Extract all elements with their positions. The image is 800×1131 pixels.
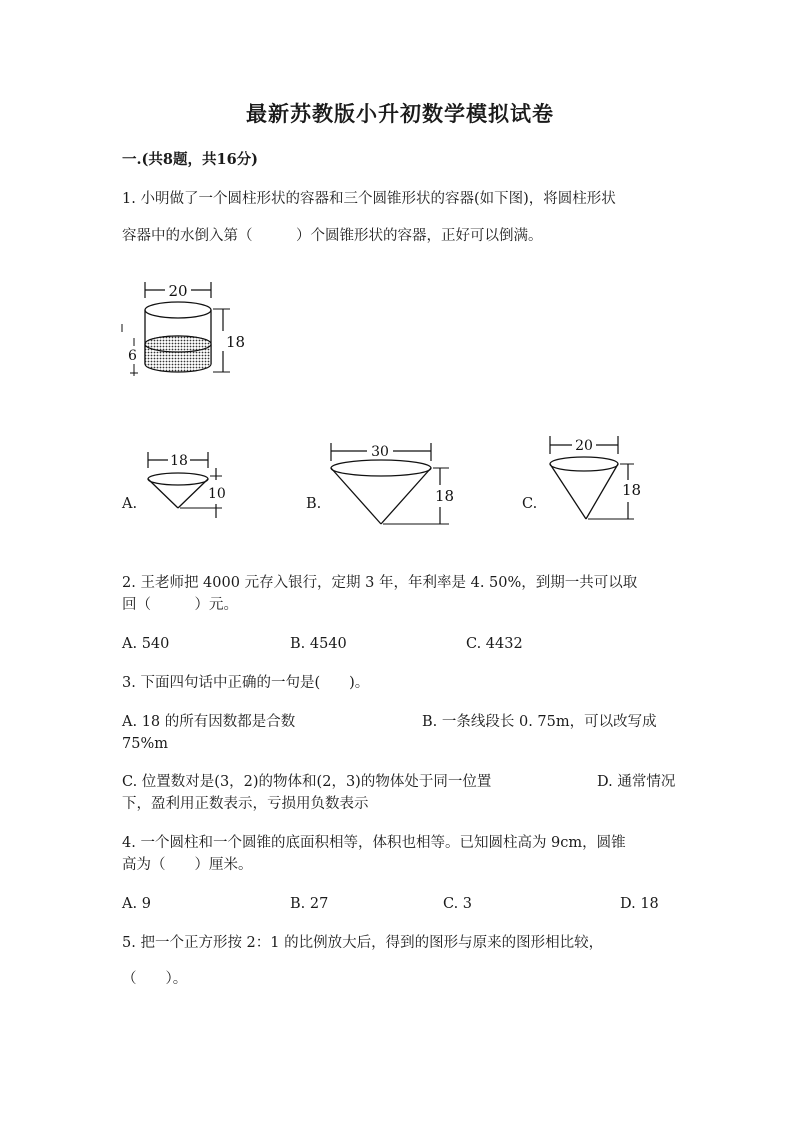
q4-option-d: D. 18 (620, 896, 659, 912)
q4-option-a: A. 9 (122, 896, 151, 912)
page-title: 最新苏教版小升初数学模拟试卷 (246, 101, 554, 126)
cone-a-diameter-label: 18 (170, 453, 188, 469)
q3-option-a: A. 18 的所有因数都是合数 (122, 714, 296, 730)
cone-c-height-label: 18 (622, 481, 642, 499)
q2-option-b: B. 4540 (290, 636, 347, 652)
q2-option-a: A. 540 (122, 636, 170, 652)
cone-c-option: C. (522, 496, 538, 512)
q2-line1: 2. 王老师把 4000 元存入银行，定期 3 年，年利率是 4. 50%，到期一共可以取 (122, 575, 638, 591)
q1-line2: 容器中的水倒入第（ ）个圆锥形状的容器，正好可以倒满。 (122, 228, 543, 244)
q4-line2: 高为（ ）厘米。 (122, 857, 253, 873)
q2-option-c: C. 4432 (466, 636, 523, 652)
cone-a-option: A. (122, 496, 138, 512)
cone-b-figure (323, 437, 463, 532)
cone-b-height-label: 18 (435, 487, 455, 505)
q2-line2: 回（ ）元。 (122, 597, 238, 613)
cylinder-figure (120, 276, 250, 386)
q4-option-c: C. 3 (443, 896, 473, 912)
cylinder-water-label: 6 (128, 348, 137, 364)
q4-option-b: B. 27 (290, 896, 329, 912)
q3-option-d: D. 通常情况 (597, 774, 676, 790)
q5-line1: 5. 把一个正方形按 2：1 的比例放大后，得到的图形与原来的图形相比较， (122, 935, 604, 951)
cone-b-diameter-label: 30 (371, 444, 389, 460)
cone-a-height-label: 10 (208, 486, 226, 502)
q3-stem: 3. 下面四句话中正确的一句是( )。 (122, 675, 370, 691)
cone-c-diameter-label: 20 (575, 438, 593, 454)
q3-option-d-cont: 下，盈利用正数表示，亏损用负数表示 (122, 796, 369, 812)
q4-line1: 4. 一个圆柱和一个圆锥的底面积相等，体积也相等。已知圆柱高为 9cm，圆锥 (122, 835, 626, 851)
q3-option-b-cont: 75%m (122, 736, 168, 752)
cylinder-diameter-label: 20 (168, 282, 188, 300)
cone-a-figure (140, 446, 240, 526)
q5-line2: （ ）。 (122, 971, 188, 987)
q3-option-c: C. 位置数对是(3，2)的物体和(2，3)的物体处于同一位置 (122, 774, 492, 790)
q1-line1: 1. 小明做了一个圆柱形状的容器和三个圆锥形状的容器(如下图)，将圆柱形状 (122, 191, 616, 207)
cylinder-height-label: 18 (226, 333, 246, 351)
section-heading: 一.(共8题，共16分) (122, 151, 259, 168)
q3-option-b: B. 一条线段长 0. 75m，可以改写成 (422, 714, 657, 730)
cone-c-figure (542, 432, 652, 527)
cone-b-option: B. (306, 496, 322, 512)
